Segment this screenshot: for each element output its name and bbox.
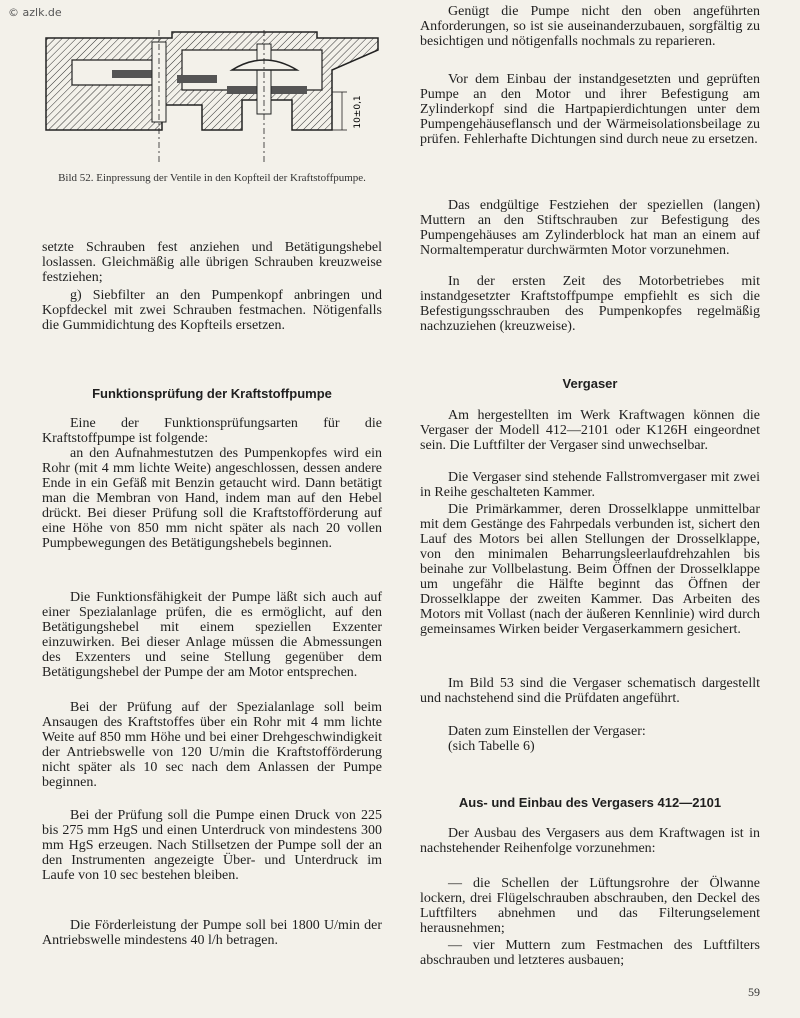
paragraph: Im Bild 53 sind die Vergaser schematisch dargestellt und nachstehend sind die Prüfdaten angeführt. <box>420 676 760 706</box>
paragraph: Vor dem Einbau der instandgesetzten und geprüften Pumpe an den Motor und ihrer Befestigung am Zylinderkopf sind die Hartpapierdichtungen unter dem Pumpengehäuseflansch und der Wärmeisolationsbeilage zu prüfen. Fehlerhafte Dichtungen sind durch neue zu ersetzen. <box>420 72 760 147</box>
paragraph: Die Vergaser sind stehende Fallstromvergaser mit zwei in Reihe geschalteten Kammer. <box>420 470 760 500</box>
paragraph: Bei der Prüfung soll die Pumpe einen Druck von 225 bis 275 mm HgS und einen Unterdruck von mindestens 300 mm HgS erzeugen. Nach Stillsetzen der Pumpe soll der an den Instrumenten angezeigte Über- und Unterdruck im Laufe von 10 sec bestehen bleiben. <box>42 808 382 883</box>
continuation-text: setzte Schrauben fest anziehen und Betätigungshebel loslassen. Gleichmäßig alle übrigen Schrauben kreuzweise festziehen; <box>42 240 382 285</box>
heading-funktionspruefung: Funktionsprüfung der Kraftstoffpumpe <box>92 386 332 401</box>
paragraph: Die Funktionsfähigkeit der Pumpe läßt sich auch auf einer Spezialanlage prüfen, die es ermöglicht, auf den Betätigungshebel mit einem speziellen Exzenter einzuwirken. Bei dieser Anlage müssen die Abmessungen des Exzenters und seine Stellung gegenüber dem Betätigungshebel der Pumpe der am Motor entsprechen. <box>42 590 382 680</box>
dimension-label: 10±0,1 <box>353 95 363 129</box>
heading-vergaser: Vergaser <box>562 376 618 391</box>
paragraph: Bei der Prüfung auf der Spezialanlage soll beim Ansaugen des Kraftstoffes über ein Rohr mit 4 mm lichte Weite auf 850 mm Höhe und bei einer Drehgeschwindigkeit der Antriebswelle von 120 U/min die Kraftstofförderung nicht später als 10 sec nach dem Anlassen der Pumpe beginnen. <box>42 700 382 790</box>
paragraph: Eine der Funktionsprüfungsarten für die Kraftstoffpumpe ist folgende: <box>42 416 382 446</box>
heading-ausbau-vergaser: Aus- und Einbau des Vergasers 412—2101 <box>458 795 722 810</box>
paragraph: Am hergestellten im Werk Kraftwagen können die Vergaser der Modell 412—2101 oder K126H eingeordnet sein. Die Luftfilter der Vergaser sind unwechselbar. <box>420 408 760 453</box>
item-g-text: g) Siebfilter an den Pumpenkopf anbringen und Kopfdeckel mit zwei Schrauben festmachen. Nötigenfalls die Gummidichtung des Kopfteils ersetzen. <box>42 288 382 333</box>
paragraph: Der Ausbau des Vergasers aus dem Kraftwagen ist in nachstehender Reihenfolge vorzunehmen: <box>420 826 760 856</box>
pump-cross-section-drawing <box>42 30 382 170</box>
paragraph: — vier Muttern zum Festmachen des Luftfilters abschrauben und letzteres ausbauen; <box>420 938 760 968</box>
paragraph: Die Förderleistung der Pumpe soll bei 1800 U/min der Antriebswelle mindestens 40 l/h betragen. <box>42 918 382 948</box>
page-number: 59 <box>748 985 760 999</box>
pump-valve-figure <box>42 30 382 195</box>
paragraph: Das endgültige Festziehen der speziellen (langen) Muttern an den Stiftschrauben zur Befestigung des Pumpengehäuses am Zylinderblock hat man an einem auf Normaltemperatur durchwärmten Motor vorzunehmen. <box>420 198 760 258</box>
watermark: © azlk.de <box>8 6 62 19</box>
paragraph: Die Primärkammer, deren Drosselklappe unmittelbar mit dem Gestänge des Fahrpedals verbunden ist, sichert den Lauf des Motors bei allen Stellungen der Drosselklappe, von den minimalen Beharrungsleerlaufdrehzahlen bis beinahe zur Vollbelastung. Beim Öffnen der Drosselklappe um ungefähr die Hälfte beginnt das Öffnen der Drosselklappe der zweiten Kammer. Das Arbeiten des Motors mit Vollast (nach der äußeren Kennlinie) wird durch gemeinsames Wirken beider Vergaserkammern gesichert. <box>420 502 760 637</box>
paragraph: — die Schellen der Lüftungsrohre der Ölwanne lockern, drei Flügelschrauben abschrauben, den Deckel des Luftfilters abnehmen und das Filterungselement herausnehmen; <box>420 876 760 936</box>
paragraph: Genügt die Pumpe nicht den oben angeführten Anforderungen, so ist sie auseinanderzubauen, sorgfältig zu besichtigen und nötigenfalls nochmals zu reparieren. <box>420 4 760 49</box>
paragraph: (sich Tabelle 6) <box>448 739 535 754</box>
paragraph: In der ersten Zeit des Motorbetriebes mit instandgesetzter Kraftstoffpumpe empfiehlt es sich die Befestigungsschrauben des Pumpenkopfes regelmäßig nachzuziehen (kreuzweise). <box>420 274 760 334</box>
figure-caption: Bild 52. Einpressung der Ventile in den Kopfteil der Kraftstoffpumpe. <box>58 172 366 184</box>
paragraph: an den Aufnahmestutzen des Pumpenkopfes wird ein Rohr (mit 4 mm lichte Weite) angeschlossen, dessen andere Ende in ein Gefäß mit Benzin getaucht wird. Dann betätigt man die Membran von Hand, indem man auf den Hebel drückt. Bei dieser Prüfung soll die Kraftstofförderung auf eine Höhe von 850 mm nicht später als nach 20 vollen Pumpbewegungen des Betätigungshebels beginnen. <box>42 446 382 551</box>
paragraph: Daten zum Einstellen der Vergaser: <box>448 724 646 739</box>
